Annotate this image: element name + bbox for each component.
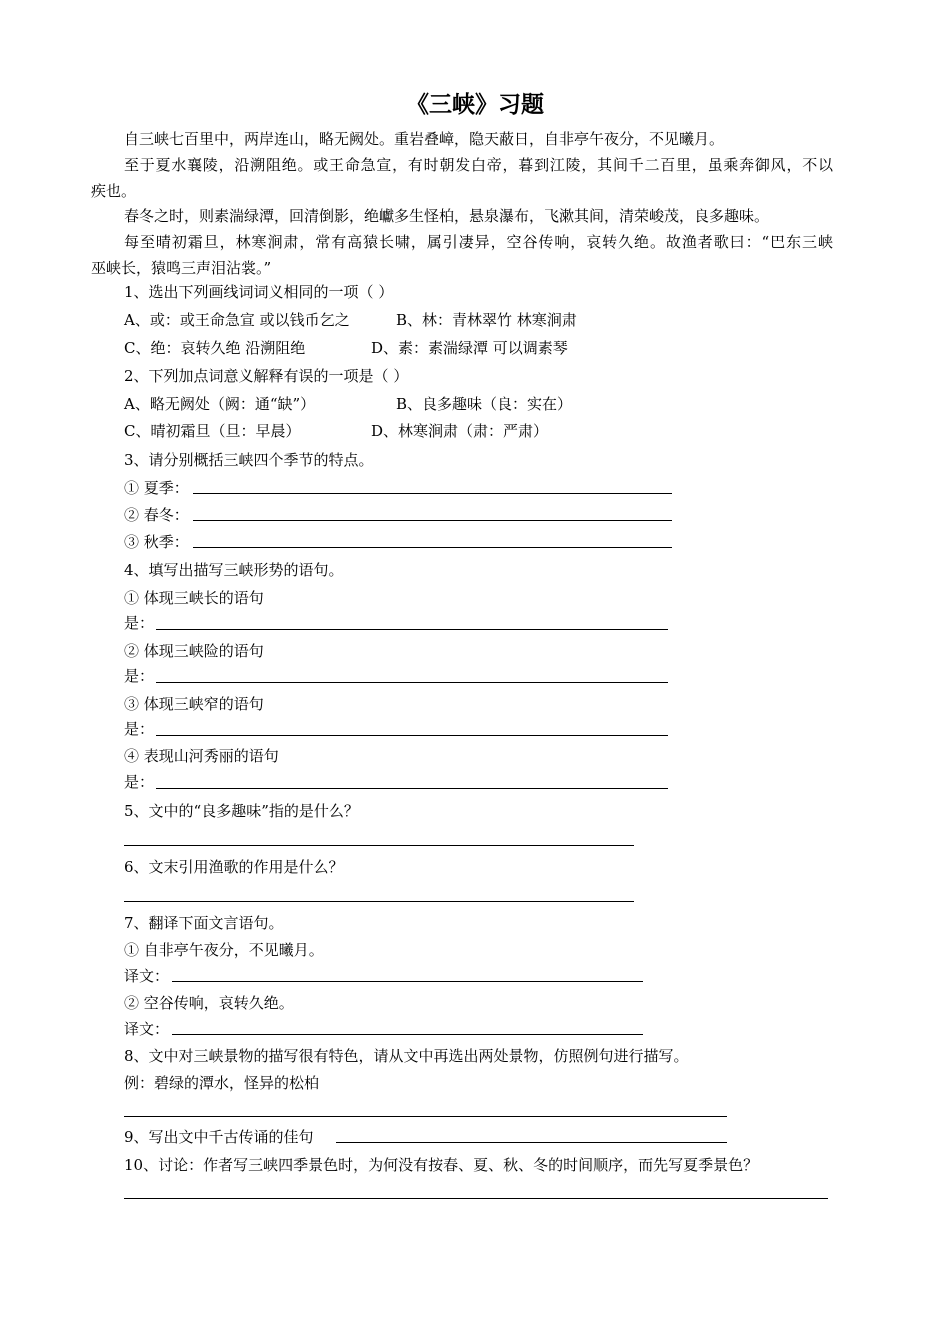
passage-paragraph-2-line-1: 至于夏水襄陵，沿溯阻绝。或王命急宣，有时朝发白帝，暮到江陵，其间千二百里，虽乘奔御风，不以 — [124, 156, 833, 174]
translation-prefix: 译文： — [124, 1020, 170, 1038]
question-7-sentence-1: ① 自非亭午夜分，不见曦月。 — [124, 941, 324, 959]
question-4-item-3: ③ 体现三峡窄的语句 — [124, 695, 264, 713]
question-1-option-b: B、林：青林翠竹 林寒涧肃 — [396, 311, 577, 329]
passage-paragraph-2-line-2: 疾也。 — [91, 182, 137, 200]
passage-paragraph-4-line-1: 每至晴初霜旦，林寒涧肃，常有高猿长啸，属引凄异，空谷传响，哀转久绝。故渔者歌曰：“巴东三峡 — [124, 233, 833, 251]
question-7-sentence-2: ② 空谷传响，哀转久绝。 — [124, 994, 294, 1012]
answer-line[interactable] — [156, 788, 668, 789]
answer-prefix: 是： — [124, 773, 155, 791]
question-3-item-spring-winter: ② 春冬： — [124, 506, 189, 524]
question-2-option-c: C、晴初霜旦（旦：早晨） — [124, 422, 301, 440]
question-3-item-autumn: ③ 秋季： — [124, 533, 189, 551]
passage-paragraph-4-line-2: 巫峡长，猿鸣三声泪沾裳。” — [91, 259, 272, 277]
question-1-stem: 1、选出下列画线词词义相同的一项（ ） — [124, 283, 394, 301]
question-3-item-summer: ① 夏季： — [124, 479, 189, 497]
question-1-option-c: C、绝：哀转久绝 沿溯阻绝 — [124, 339, 306, 357]
answer-line[interactable] — [172, 981, 643, 982]
question-4-stem: 4、填写出描写三峡形势的语句。 — [124, 561, 344, 579]
answer-line[interactable] — [193, 493, 672, 494]
answer-line[interactable] — [124, 901, 634, 902]
translation-prefix: 译文： — [124, 967, 170, 985]
question-3-stem: 3、请分别概括三峡四个季节的特点。 — [124, 451, 374, 469]
answer-line[interactable] — [124, 1116, 727, 1117]
question-4-item-4: ④ 表现山河秀丽的语句 — [124, 747, 279, 765]
question-1-option-d: D、素：素湍绿潭 可以调素琴 — [371, 339, 568, 357]
passage-paragraph-3: 春冬之时，则素湍绿潭，回清倒影，绝巘多生怪柏，悬泉瀑布，飞漱其间，清荣峻茂，良多趣味。 — [124, 207, 770, 225]
question-4-item-2: ② 体现三峡险的语句 — [124, 642, 264, 660]
answer-line[interactable] — [193, 520, 672, 521]
question-2-stem: 2、下列加点词意义解释有误的一项是（ ） — [124, 367, 409, 385]
question-10-stem: 10、讨论：作者写三峡四季景色时，为何没有按春、夏、秋、冬的时间顺序，而先写夏季景色？ — [124, 1156, 759, 1174]
question-7-stem: 7、翻译下面文言语句。 — [124, 914, 284, 932]
question-8-example: 例：碧绿的潭水，怪异的松柏 — [124, 1074, 320, 1092]
answer-line[interactable] — [172, 1034, 643, 1035]
question-4-item-1: ① 体现三峡长的语句 — [124, 589, 264, 607]
answer-prefix: 是： — [124, 720, 155, 738]
answer-line[interactable] — [156, 629, 668, 630]
answer-line[interactable] — [336, 1142, 727, 1143]
answer-line[interactable] — [124, 845, 634, 846]
answer-line[interactable] — [156, 735, 668, 736]
question-6-stem: 6、文末引用渔歌的作用是什么？ — [124, 858, 344, 876]
answer-line[interactable] — [124, 1198, 828, 1199]
answer-line[interactable] — [193, 547, 672, 548]
page-title: 《三峡》习题 — [406, 91, 544, 118]
answer-prefix: 是： — [124, 614, 155, 632]
question-2-option-a: A、略无阙处（阙：通“缺”） — [124, 395, 316, 413]
question-8-stem: 8、文中对三峡景物的描写很有特色，请从文中再选出两处景物，仿照例句进行描写。 — [124, 1047, 689, 1065]
question-2-option-b: B、良多趣味（良：实在） — [396, 395, 573, 413]
answer-prefix: 是： — [124, 667, 155, 685]
question-9-stem: 9、写出文中千古传诵的佳句 — [124, 1128, 314, 1146]
question-5-stem: 5、文中的“良多趣味”指的是什么？ — [124, 802, 359, 820]
question-2-option-d: D、林寒涧肃（肃：严肃） — [371, 422, 549, 440]
answer-line[interactable] — [156, 682, 668, 683]
passage-paragraph-1: 自三峡七百里中，两岸连山，略无阙处。重岩叠嶂，隐天蔽日，自非亭午夜分，不见曦月。 — [124, 130, 725, 148]
question-1-option-a: A、或：或王命急宣 或以钱币乞之 — [124, 311, 350, 329]
